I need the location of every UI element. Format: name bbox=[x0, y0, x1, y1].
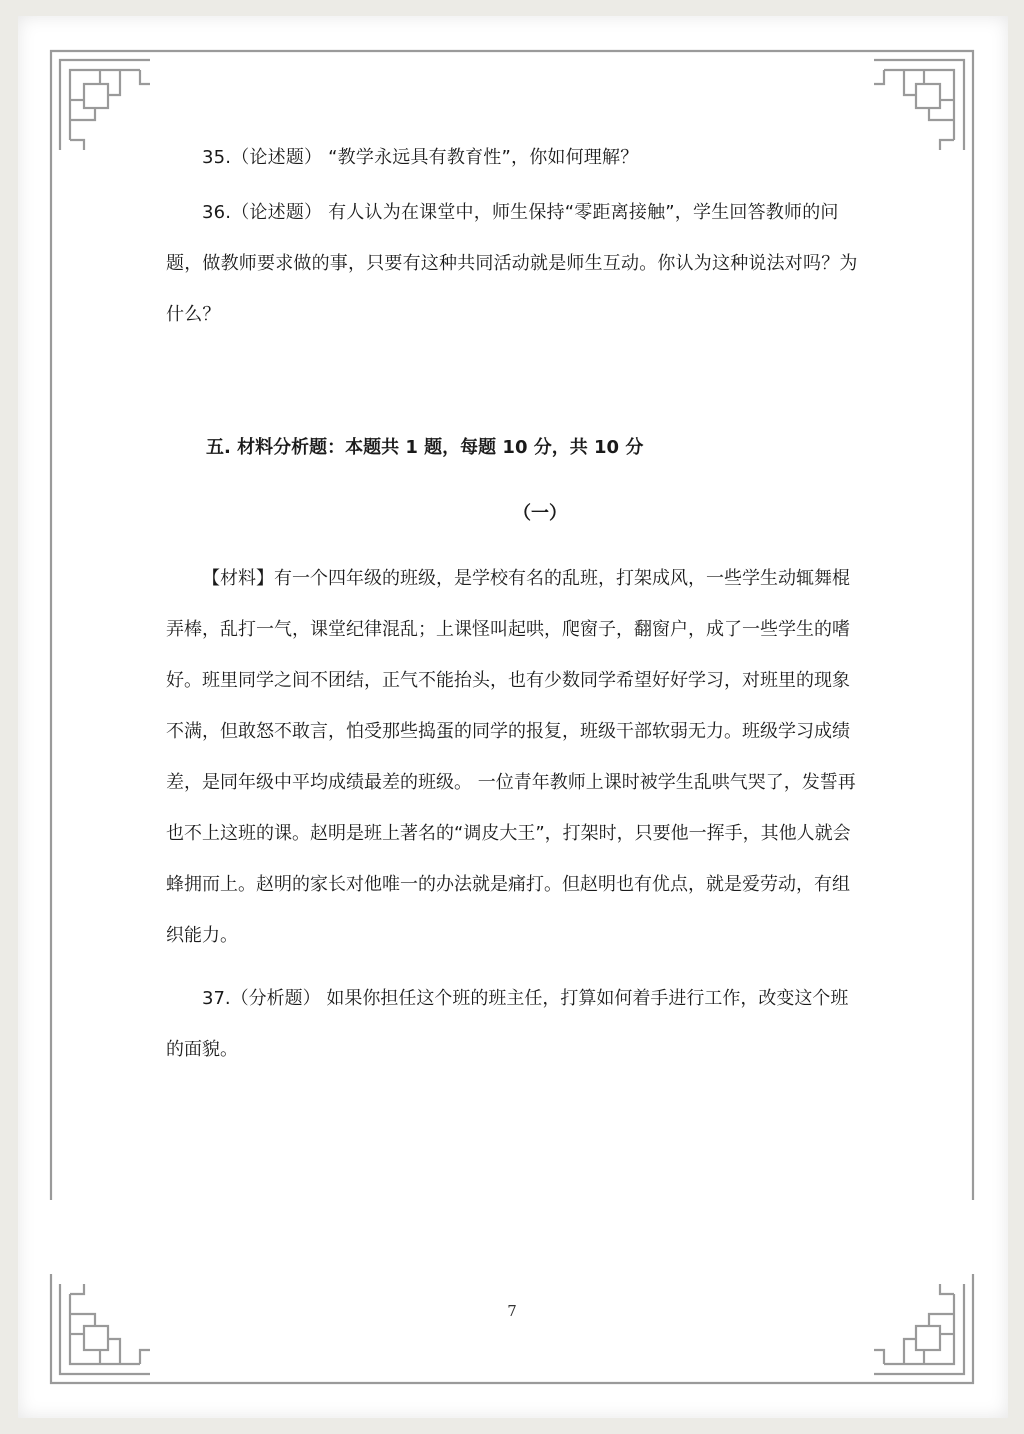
section-heading: 五. 材料分析题：本题共 1 题，每题 10 分，共 10 分 bbox=[206, 437, 644, 458]
question-37: 37.（分析题） 如果你担任这个班的班主任，打算如何着手进行工作，改变这个班的面貌。 bbox=[166, 988, 849, 1060]
essay-questions bbox=[166, 132, 858, 340]
section-subheading: （一） bbox=[513, 503, 567, 524]
question-35: 35.（论述题） “教学永远具有教育性”，你如何理解？ bbox=[202, 147, 639, 168]
page-number: 7 bbox=[507, 1302, 517, 1320]
material-text bbox=[166, 553, 858, 961]
question-37-block bbox=[166, 973, 858, 1075]
question-36: 36.（论述题） 有人认为在课堂中，师生保持“零距离接触”，学生回答教师的问题，做教师要求做的事，只要有这种共同活动就是师生互动。你认为这种说法对吗？为什么？ bbox=[166, 202, 858, 325]
material-paragraph: 【材料】有一个四年级的班级，是学校有名的乱班，打架成风，一些学生动辄舞棍弄棒，乱打一气，课堂纪律混乱；上课怪叫起哄，爬窗子，翻窗户，成了一些学生的嗜好。班里同学之间不团结，正气不能抬头，也有少数同学希望好好学习，对班里的现象不满，但敢怒不敢言，怕受那些捣蛋的同学的报复，班级干部软弱无力。班级学习成绩差，是同年级中平均成绩最差的班级。 一位青年教师上课时被学生乱哄气哭了，发誓再也不上这班的课。赵明是班上著名的“调皮大王”，打架时，只要他一挥手，其他人就会蜂拥而上。赵明的家长对他唯一的办法就是痛打。但赵明也有优点，就是爱劳动，有组织能力。 bbox=[166, 568, 856, 946]
